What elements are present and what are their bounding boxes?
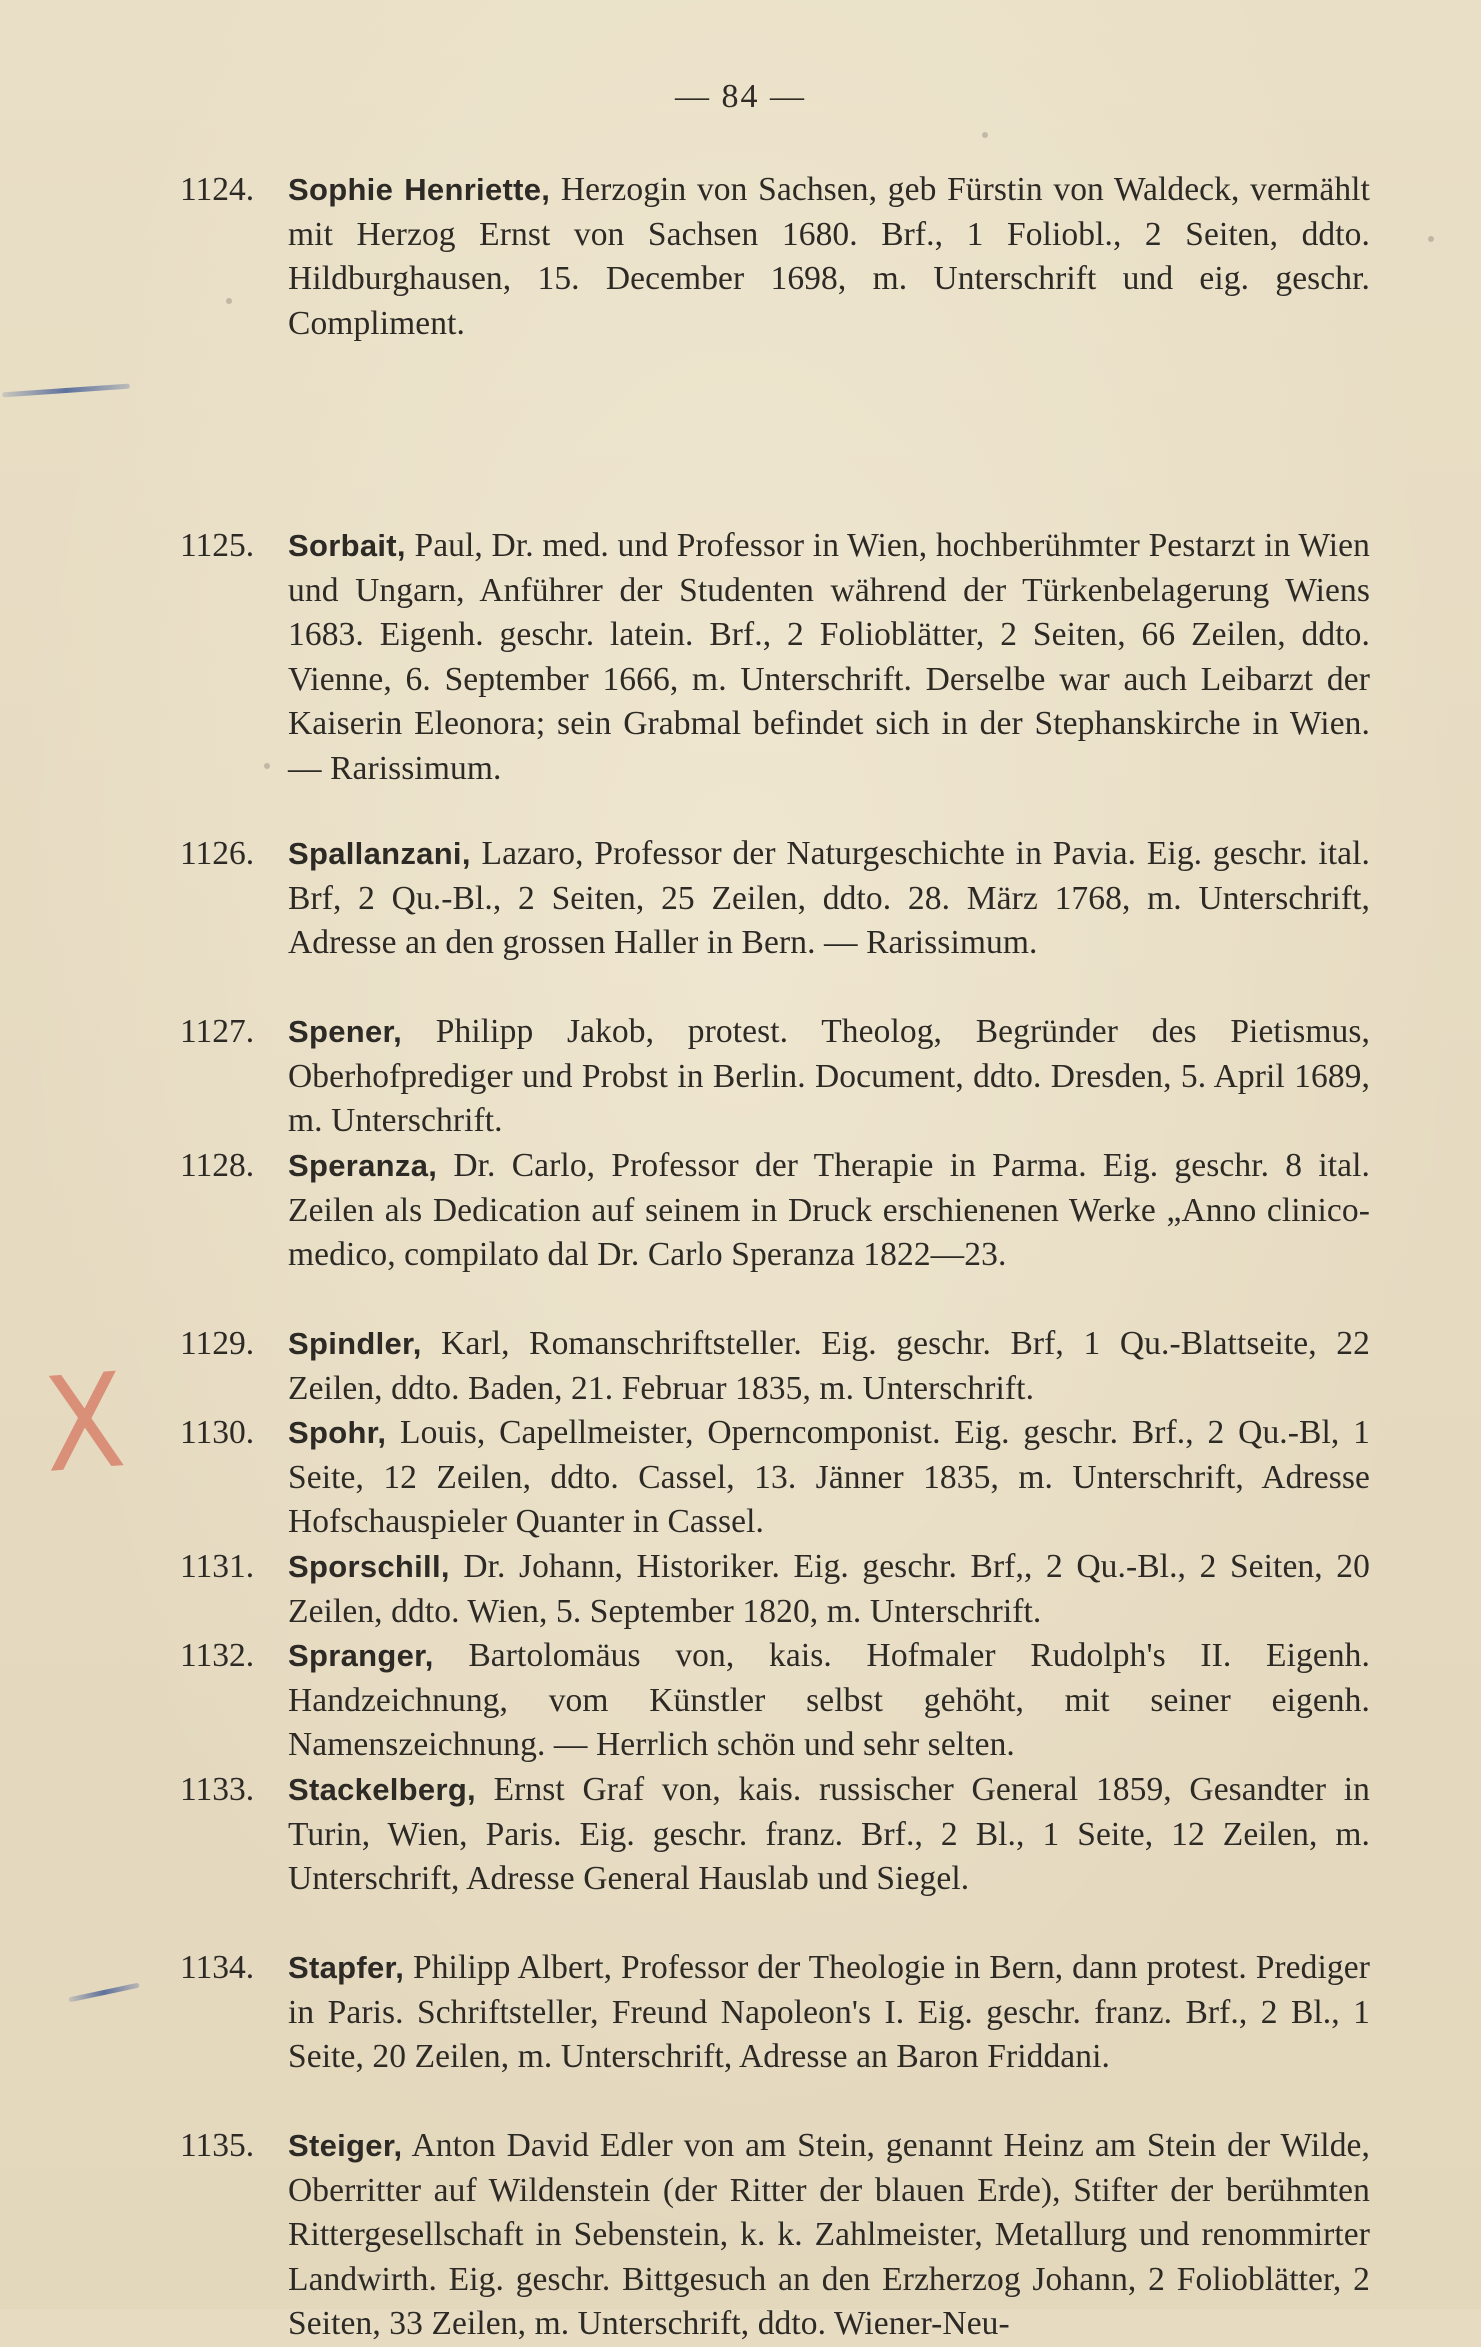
entry-name: Stapfer, [288, 1950, 405, 1985]
catalogue-entries [180, 168, 1370, 2347]
entry-name: Spranger, [288, 1638, 434, 1673]
entry-number: 1130. [180, 1414, 255, 1451]
entry-text: Philipp Albert, Professor der Theologie in Bern, dann protest. Prediger in Paris. Schriftsteller, Freund Napoleon's I. Eig. geschr. franz. Brf., 2 Bl., 1 Seite, 20 Zeilen, m. Unterschrift, Adresse an Baron Friddani. [288, 1949, 1370, 2076]
entry-name: Spallanzani, [288, 836, 471, 871]
entry-name: Speranza, [288, 1148, 438, 1183]
catalogue-entry-1128 [180, 1144, 1370, 1322]
entry-text: Paul, Dr. med. und Professor in Wien, hochberühmter Pestarzt in Wien und Ungarn, Anführer der Studenten während der Türkenbelagerung Wiens 1683. Eigenh. geschr. latein. Brf., 2 Folioblätter, 2 Seiten, 66 Zeilen, ddto. Vienne, 6. September 1666, m. Unterschrift. Derselbe war auch Leibarzt der Kaiserin Eleonora; sein Grabmal befindet sich in der Stephanskirche in Wien. — Rarissimum. [288, 527, 1370, 787]
entry-text: Philipp Jakob, protest. Theolog, Begründer des Pietismus, Oberhofprediger und Probst in Berlin. Document, ddto. Dresden, 5. April 1689, m. Unterschrift. [288, 1013, 1370, 1140]
entry-text: Herzogin von Sachsen, geb Fürstin von Waldeck, vermählt mit Herzog Ernst von Sachsen 1680. Brf., 1 Foliobl., 2 Seiten, ddto. Hildburghausen, 15. December 1698, m. Unterschrift und eig. geschr. Compliment. [288, 171, 1370, 342]
entry-text: Bartolomäus von, kais. Hofmaler Rudolph's II. Eigenh. Handzeichnung, vom Künstler selbst gehöht, mit seiner eigenh. Namenszeichnung. — Herrlich schön und sehr selten. [288, 1637, 1370, 1764]
entry-name: Sorbait, [288, 528, 406, 563]
entry-text: Ernst Graf von, kais. russischer General 1859, Gesandter in Turin, Wien, Paris. Eig. geschr. franz. Brf., 2 Bl., 1 Seite, 12 Zeilen, m. Unterschrift, Adresse General Hauslab und Siegel. [288, 1771, 1370, 1898]
entry-text: Karl, Romanschriftsteller. Eig. geschr. Brf, 1 Qu.-Blattseite, 22 Zeilen, ddto. Baden, 21. Februar 1835, m. Unterschrift. [288, 1325, 1370, 1407]
catalogue-entry-1131 [180, 1545, 1370, 1634]
catalogue-entry-1133 [180, 1768, 1370, 1946]
entry-number: 1132. [180, 1637, 255, 1674]
entry-name: Steiger, [288, 2128, 403, 2163]
paper-speck [982, 132, 988, 138]
entry-number: 1131. [180, 1548, 255, 1585]
entry-number: 1127. [180, 1013, 255, 1050]
entry-text: Louis, Capellmeister, Operncomponist. Eig. geschr. Brf., 2 Qu.-Bl, 1 Seite, 12 Zeilen, ddto. Cassel, 13. Jänner 1835, m. Unterschrift, Adresse Hofschauspieler Quanter in Cassel. [288, 1414, 1370, 1541]
entry-name: Sophie Henriette, [288, 172, 551, 207]
entry-number: 1125. [180, 527, 255, 564]
entry-text: Lazaro, Professor der Naturgeschichte in Pavia. Eig. geschr. ital. Brf, 2 Qu.-Bl., 2 Seiten, 25 Zeilen, ddto. 28. März 1768, m. Unterschrift, Adresse an den grossen Haller in Bern. — Rarissimum. [288, 835, 1370, 962]
entry-number: 1124. [180, 171, 255, 208]
entry-text: Anton David Edler von am Stein, genannt Heinz am Stein der Wilde, Oberritter auf Wildenstein (der Ritter der blauen Erde), Stifter der berühmten Rittergesellschaft in Sebenstein, k. k. Zahlmeister, Metallurg und renommirter Landwirth. Eig. geschr. Bittgesuch an den Erzherzog Johann, 2 Folioblätter, 2 Seiten, 33 Zeilen, m. Unterschrift, ddto. Wiener-Neu- [288, 2127, 1370, 2343]
page-number: — 84 — [675, 78, 806, 115]
entry-name: Spener, [288, 1014, 403, 1049]
entry-number: 1133. [180, 1771, 255, 1808]
entry-number: 1129. [180, 1325, 255, 1362]
red-x-mark-1131: X [39, 1344, 130, 1502]
entry-name: Stackelberg, [288, 1772, 476, 1807]
catalogue-entry-1130 [180, 1411, 1370, 1545]
entry-number: 1135. [180, 2127, 255, 2164]
blue-pencil-mark-1135 [68, 1983, 139, 2003]
catalogue-entry-1132 [180, 1634, 1370, 1768]
catalogue-entry-1135 [180, 2124, 1370, 2347]
paper-speck [1428, 236, 1434, 242]
catalogue-entry-1134 [180, 1946, 1370, 2124]
entry-number: 1128. [180, 1147, 255, 1184]
entry-name: Spohr, [288, 1415, 387, 1450]
entry-text: Dr. Johann, Historiker. Eig. geschr. Brf,, 2 Qu.-Bl., 2 Seiten, 20 Zeilen, ddto. Wien, 5. September 1820, m. Unterschrift. [288, 1548, 1370, 1630]
entry-text: Dr. Carlo, Professor der Therapie in Parma. Eig. geschr. 8 ital. Zeilen als Dedication auf seinem in Druck erschienenen Werke „Anno clinico-medico, compilato dal Dr. Carlo Speranza 1822—23. [288, 1147, 1370, 1274]
blue-pencil-mark-1125 [2, 384, 130, 398]
catalogue-entry-1127 [180, 1010, 1370, 1144]
catalogue-entry-1124 [180, 168, 1370, 524]
catalogue-entry-1125 [180, 524, 1370, 832]
catalogue-entry-1126 [180, 832, 1370, 1010]
catalogue-entry-1129 [180, 1322, 1370, 1411]
entry-number: 1134. [180, 1949, 255, 1986]
entry-number: 1126. [180, 835, 255, 872]
entry-name: Sporschill, [288, 1549, 450, 1584]
entry-name: Spindler, [288, 1326, 422, 1361]
